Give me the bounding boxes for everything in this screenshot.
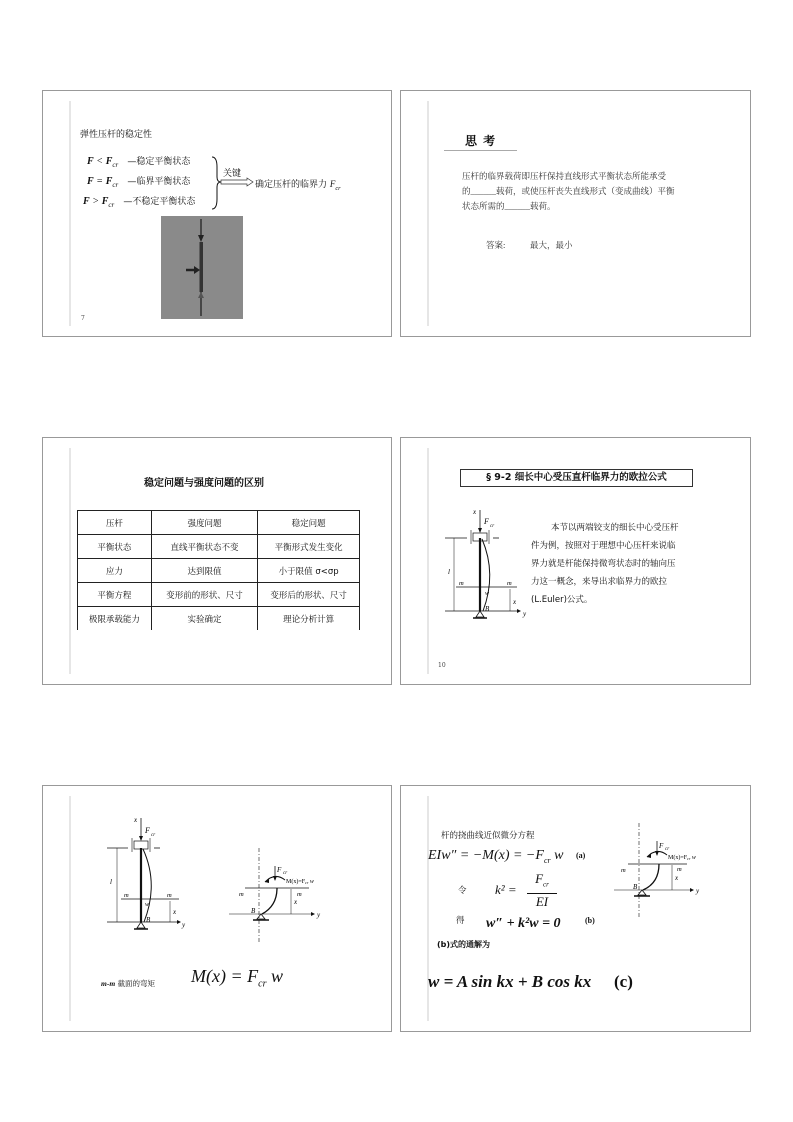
moment-end: w xyxy=(308,879,314,885)
table-cell: 小于限值 σ<σp xyxy=(258,559,360,583)
symbol-F: F xyxy=(329,179,336,189)
table-cell: 平衡状态 xyxy=(78,535,152,559)
answer-label: 答案: xyxy=(486,240,506,250)
moment-sub: cr xyxy=(305,880,309,885)
table-cell: 变形前的形状、尺寸 xyxy=(151,583,258,607)
symbol-F: F xyxy=(83,196,90,207)
section-title: § 9-2 细长中心受压直杆临界力的欧拉公式 xyxy=(460,469,693,487)
label-w: w xyxy=(485,591,490,597)
paragraph-line: (L.Euler)公式。 xyxy=(531,595,593,605)
fraction-den: EI xyxy=(535,893,549,909)
label-l: l xyxy=(110,878,112,886)
table-header-cell: 强度问题 xyxy=(151,511,258,535)
table-row xyxy=(78,607,360,631)
moment-end: w xyxy=(690,855,696,861)
formula-sub: cr xyxy=(258,978,267,990)
operator: < xyxy=(96,156,103,167)
label-m-left: m xyxy=(239,891,244,898)
conclusion xyxy=(255,177,341,192)
let-label: 令 xyxy=(458,886,467,896)
label-Fsub: cr xyxy=(490,524,495,529)
pinned-column-diagram xyxy=(101,814,191,932)
buckling-column-image xyxy=(161,216,243,319)
label-B: B xyxy=(633,883,638,891)
label-Fsub: cr xyxy=(665,847,670,852)
table-cell: 平衡方程 xyxy=(78,583,152,607)
label-x: x xyxy=(473,508,477,516)
label-B: B xyxy=(251,907,256,915)
paragraph-line: 件为例，按照对于理想中心压杆来说临 xyxy=(531,541,676,551)
table-cell: 平衡形式发生变化 xyxy=(258,535,360,559)
label-m-right: m xyxy=(167,892,172,899)
label-y: y xyxy=(317,911,321,919)
free-body-diagram xyxy=(606,821,726,921)
equation-c-tag: (c) xyxy=(614,972,633,991)
condition-desc: —不稳定平衡状态 xyxy=(123,197,196,207)
label-y: y xyxy=(523,610,527,618)
moment-label xyxy=(668,854,696,861)
paragraph-line: 本节以两端铰支的细长中心受压杆 xyxy=(551,523,679,533)
label-m-right: m xyxy=(677,866,682,873)
label-y: y xyxy=(182,921,186,929)
subscript: cr xyxy=(108,201,115,209)
question-line: 压杆的临界载荷即压杆保持直线形式平衡状态所能承受 xyxy=(462,171,667,181)
table-cell: 直线平衡状态不变 xyxy=(151,535,258,559)
table-cell: 变形后的形状、尺寸 xyxy=(258,583,360,607)
operator: = xyxy=(96,176,103,187)
condition-desc: —稳定平衡状态 xyxy=(127,157,191,167)
formula-lhs: M(x) = F xyxy=(191,966,259,986)
title-underline xyxy=(444,150,517,151)
label-m-left: m xyxy=(621,867,626,874)
equation-a-tag: (a) xyxy=(576,851,586,860)
moment-label xyxy=(286,878,314,885)
table-header-row xyxy=(78,511,360,535)
table-cell: 极限承载能力 xyxy=(78,607,152,631)
slide-margin-line xyxy=(69,796,71,1021)
key-label: 关键 xyxy=(223,169,242,179)
symbol-F: F xyxy=(87,156,94,167)
label-Fsub: cr xyxy=(283,871,288,876)
label-m-left: m xyxy=(459,580,464,587)
table-header-cell: 压杆 xyxy=(78,511,152,535)
equation-b-tag: (b) xyxy=(585,916,595,925)
get-label: 得 xyxy=(456,916,465,926)
paragraph-line: 力这一概念，来导出求临界力的欧拉 xyxy=(531,577,668,587)
answer-value: 最大，最小 xyxy=(530,240,573,250)
brace-arrow-icon xyxy=(211,155,261,211)
slide-title: 思 考 xyxy=(465,134,497,148)
label-x-dist: x xyxy=(294,898,298,906)
label-w: w xyxy=(145,902,150,908)
symbol-Fcr: F xyxy=(105,176,113,187)
equation-c: w = A sin kx + B cos kx xyxy=(428,972,592,991)
slide-margin-line xyxy=(427,448,429,674)
label-m-right: m xyxy=(507,580,512,587)
free-body-diagram xyxy=(225,846,335,946)
slide-11 xyxy=(42,785,392,1032)
slide-title: 弹性压杆的稳定性 xyxy=(80,130,153,140)
table-row xyxy=(78,583,360,607)
condition-desc: —临界平衡状态 xyxy=(127,177,191,187)
slide-title: 稳定问题与强度问题的区别 xyxy=(144,478,264,489)
conclusion-text: 确定压杆的临界力 xyxy=(255,180,328,190)
table-cell: 达到限值 xyxy=(151,559,258,583)
slide-9 xyxy=(42,437,392,685)
subscript: cr xyxy=(112,161,119,169)
label-l: l xyxy=(448,568,450,576)
condition-row xyxy=(87,154,190,169)
label-Fsub: cr xyxy=(151,833,156,838)
label-x-dist: x xyxy=(513,598,517,606)
symbol-F: F xyxy=(87,176,94,187)
slide-margin-line xyxy=(69,448,71,674)
table-cell: 应力 xyxy=(78,559,152,583)
label-m-right: m xyxy=(297,891,302,898)
section-paragraph xyxy=(531,519,679,609)
question-text xyxy=(462,169,675,214)
slide-margin-line xyxy=(427,101,429,326)
moment-text: M(x)=F xyxy=(668,855,688,861)
table-row xyxy=(78,559,360,583)
table-cell: 实验确定 xyxy=(151,607,258,631)
condition-row xyxy=(87,174,190,189)
fraction-num-sub: cr xyxy=(543,880,549,889)
pinned-column-diagram xyxy=(435,506,530,621)
formula-rhs: w xyxy=(266,966,283,986)
page-number: 7 xyxy=(81,315,85,322)
symbol-Fcr: F xyxy=(105,156,113,167)
equation-a xyxy=(428,848,563,865)
caption-text: 截面的弯矩 xyxy=(117,979,156,988)
condition-row xyxy=(83,194,195,209)
label-x: x xyxy=(134,816,138,824)
k-definition-fraction xyxy=(527,871,557,910)
slide-7 xyxy=(42,90,392,337)
question-line: 状态所需的______载荷。 xyxy=(462,201,556,211)
slide-8 xyxy=(400,90,751,337)
table-header-cell: 稳定问题 xyxy=(258,511,360,535)
label-B: B xyxy=(146,916,151,924)
section-heading: 杆的挠曲线近似微分方程 xyxy=(441,831,535,841)
k-definition-lhs: k² = xyxy=(495,882,517,897)
label-B: B xyxy=(485,605,490,613)
label-F: F xyxy=(484,517,489,526)
moment-sub: cr xyxy=(687,856,691,861)
slide-10 xyxy=(400,437,751,685)
slide-margin-line xyxy=(69,101,71,326)
equation-a-end: w xyxy=(550,848,564,863)
fraction-num: F xyxy=(535,871,544,886)
caption xyxy=(101,978,155,989)
label-F: F xyxy=(659,842,664,850)
moment-text: M(x)=F xyxy=(286,879,306,885)
label-m-left: m xyxy=(124,892,129,899)
table-row xyxy=(78,535,360,559)
label-x-dist: x xyxy=(173,908,177,916)
caption-prefix: m-m xyxy=(101,979,116,988)
page-number: 10 xyxy=(438,662,446,669)
symbol-Fcr: F xyxy=(101,196,109,207)
equation-a-sub: cr xyxy=(543,855,551,865)
table-cell: 理论分析计算 xyxy=(258,607,360,631)
moment-formula xyxy=(191,966,283,990)
subscript: cr xyxy=(112,181,119,189)
general-solution-label: (b)式的通解为 xyxy=(437,940,491,949)
operator: > xyxy=(92,196,99,207)
paragraph-line: 界力就是杆能保持微弯状态时的轴向压 xyxy=(531,559,676,569)
label-y: y xyxy=(696,887,700,895)
question-line: 的______载荷，或使压杆丧失直线形式（变成曲线）平衡 xyxy=(462,186,675,196)
label-F: F xyxy=(145,826,150,835)
equation-a-text: EIw″ = −M(x) = −F xyxy=(428,848,544,863)
comparison-table xyxy=(77,510,360,630)
subscript: cr xyxy=(335,184,341,192)
slide-12 xyxy=(400,785,751,1032)
label-F: F xyxy=(277,866,282,874)
equation-b: w″ + k²w = 0 xyxy=(486,916,561,931)
label-x-dist: x xyxy=(675,874,679,882)
